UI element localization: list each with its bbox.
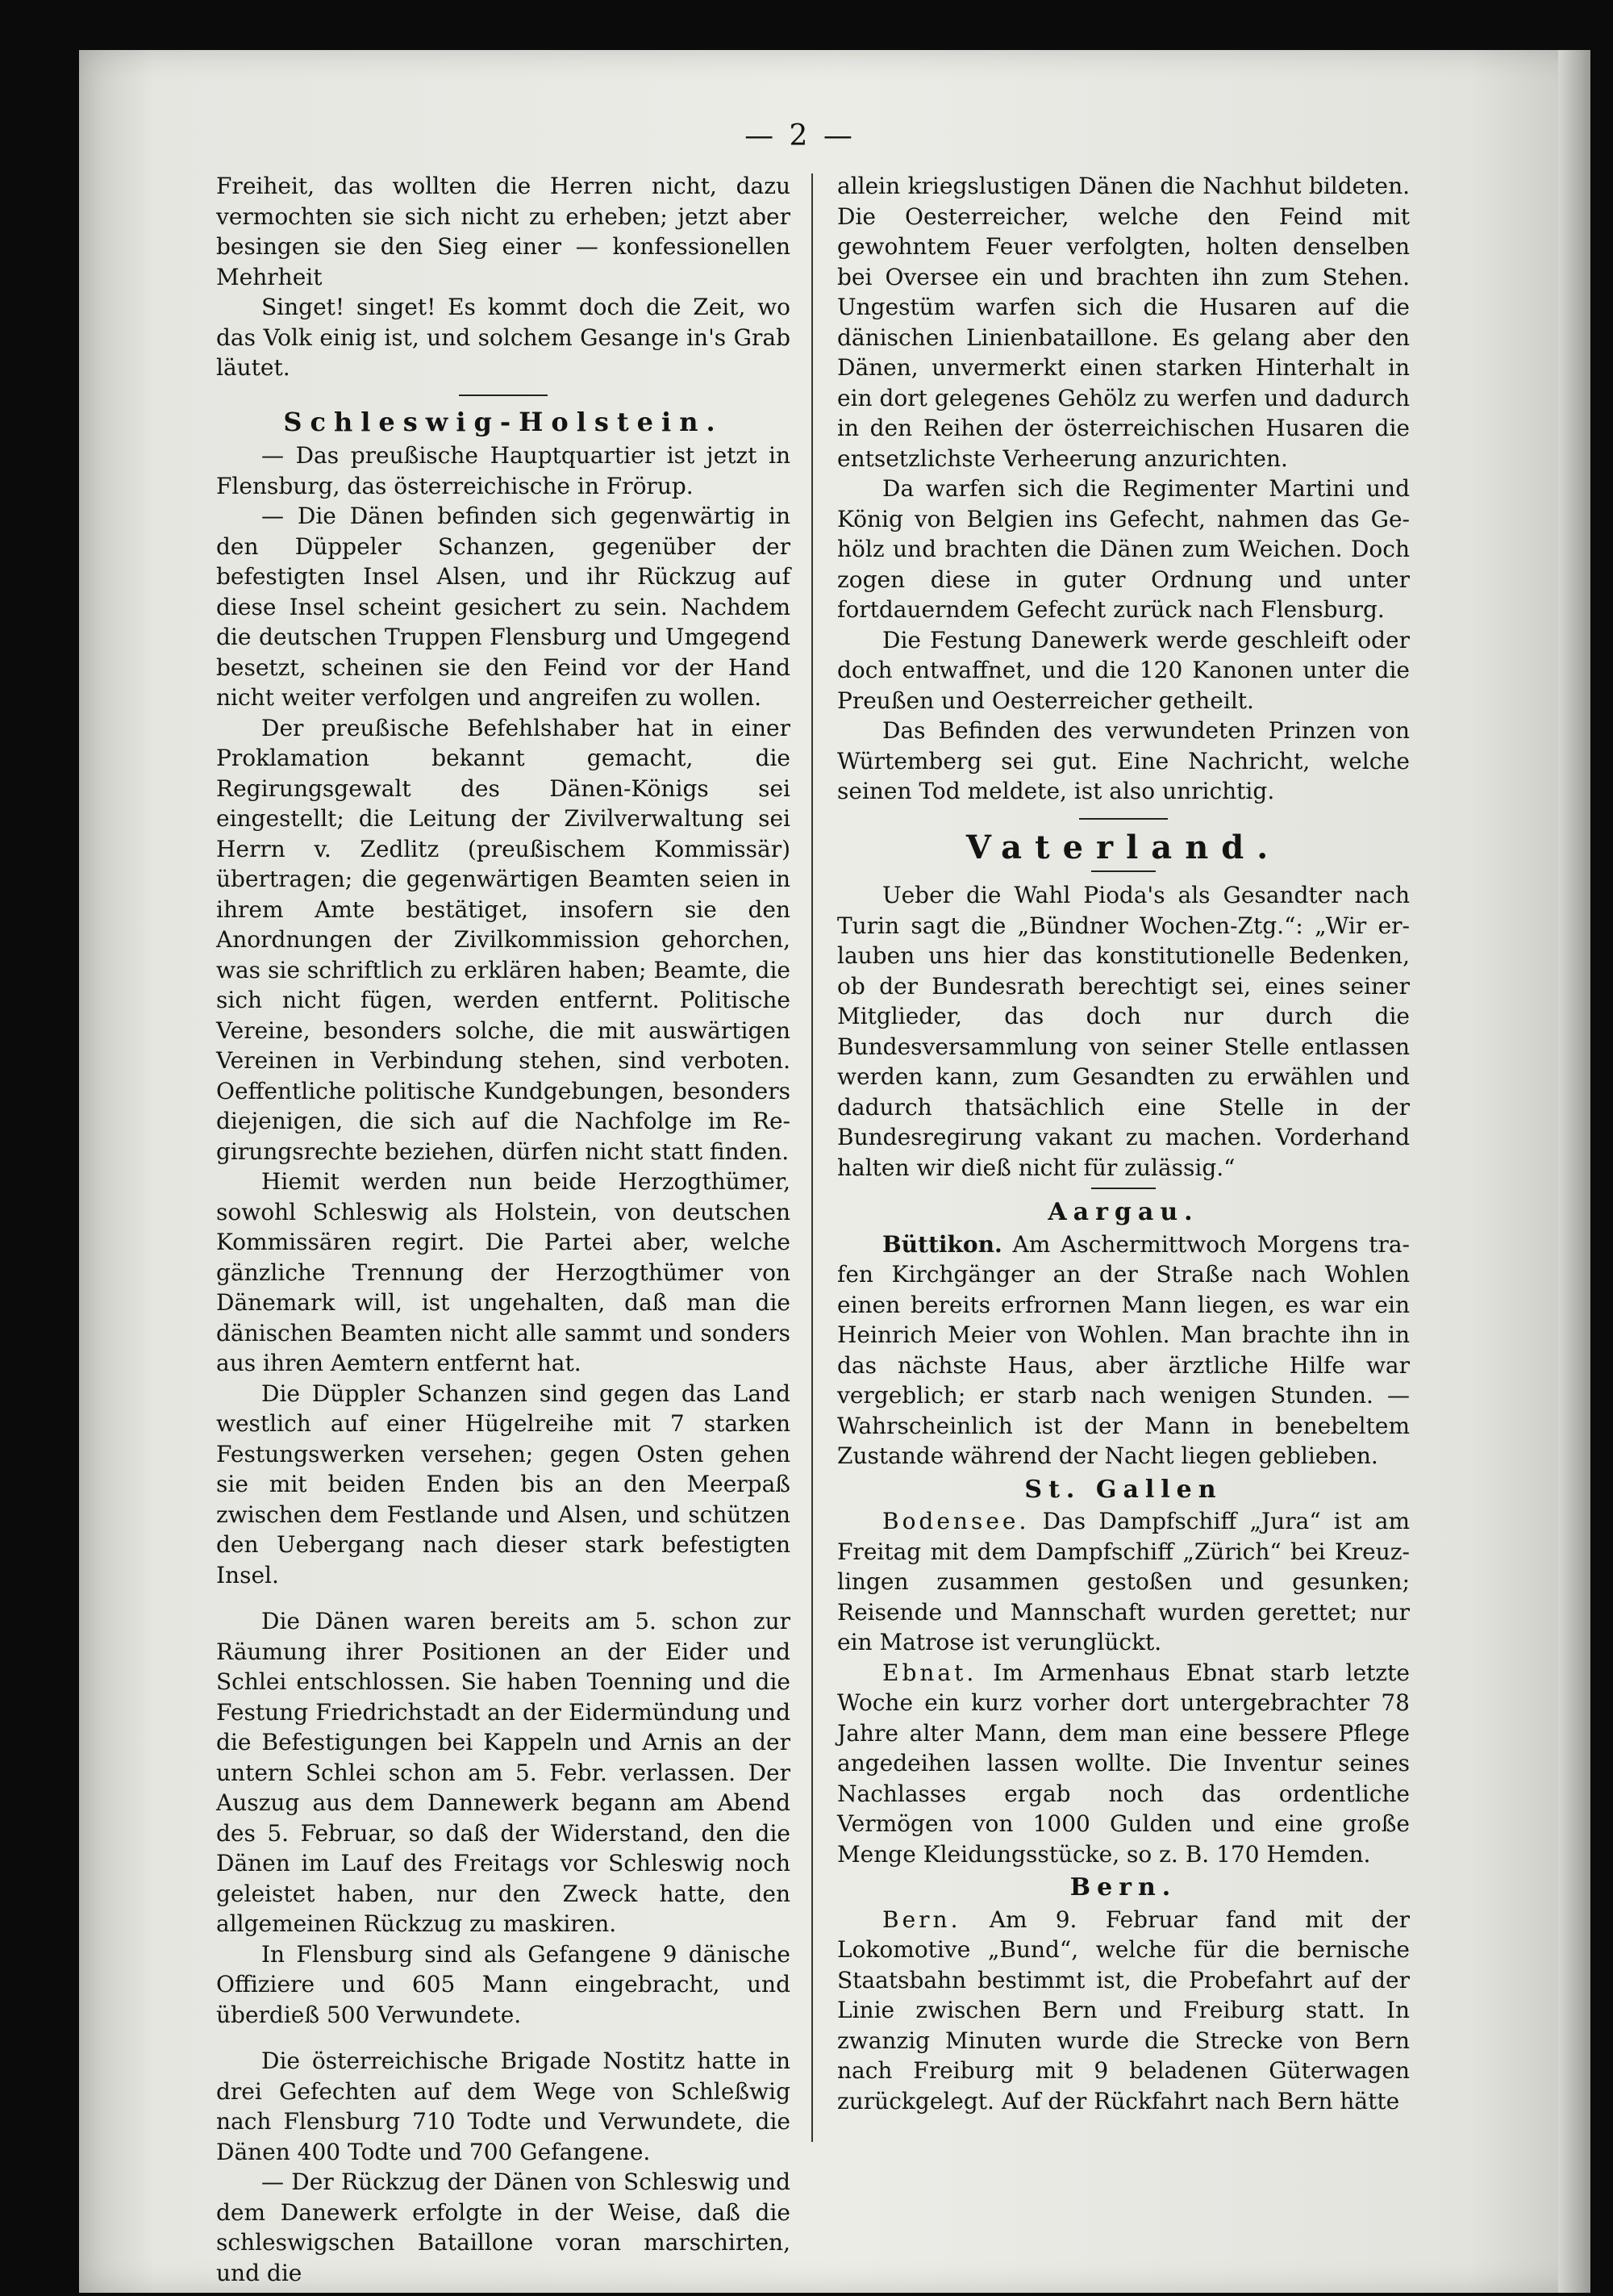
paragraph: In Flensburg sind als Gefangene 9 dänische Offiziere und 605 Mann eingebracht, und überdieß 500 Verwundete. [216,1940,790,2028]
paragraph-text: Das Dampfschiff „Jura“ ist am Freitag mit dem Dampfschiff „Zürich“ bei Kreuzlingen zusammen gestoßen und gesunken; Reisende und Mannschaft wurden gerettet; nur ein Matrose ist verunglückt. [837,1508,1410,1655]
paragraph: — Die Dänen befinden sich gegenwärtig in den Düppeler Schanzen, gegenüber der befestigten Insel Alsen, und ihr Rückzug auf diese Insel scheint gesichert zu sein. Nachdem die deutschen Truppen Flensburg und Umgegend besetzt, scheinen sie den Feind vor der Hand nicht weiter verfolgen und angreifen zu wollen. [216,503,790,711]
paragraph: Der preußische Befehlshaber hat in einer Proklamation bekannt gemacht, die Regirungsgewalt des Dänen-Königs sei eingestellt; die Leitung der Zivilverwaltung sei Herrn v. Zedlitz (preußischem Kommissär) übertragen; die gegenwärtigen Beamten seien in ihrem Amte bestätiget, insofern sie den Anordnungen der Zivilkommission gehorchen, was sie schriftlich zu erklären haben; Beamte, die sich nicht fügen, werden entfernt. Politische Vereine, besonders solche, die mit auswärtigen Vereinen in Verbindung stehen, sind verboten. Oeffentliche politische Kundgebungen, besonders diejenigen, die sich auf die Nachfolge im Regirungsrechte beziehen, dürfen nicht statt finden. [216,714,790,1165]
paragraph: Die Dänen waren bereits am 5. schon zur Räumung ihrer Positionen an der Eider und Schlei entschlossen. Sie haben Toenning und die Festung Friedrichstadt an der Eidermündung und die Befestigungen bei Kappeln und Arnis an der untern Schlei schon am 5. Febr. verlassen. Der Auszug aus dem Dannewerk begann am Abend des 5. Februar, so daß der Widerstand, den die Dänen im Lauf des Freitags vor Schleswig noch geleistet haben, nur den Zweck hatte, den allgemeinen Rückzug zu maskiren. [216,1608,790,1937]
paragraph: Die Düppler Schanzen sind gegen das Land westlich auf einer Hügelreihe mit 7 starken Festungswerken versehen; gegen Osten gehen sie mit beiden Enden bis an den Meerpaß zwischen dem Festlande und Alsen, und schützen den Uebergang nach dieser stark befestigten Insel. [216,1380,790,1588]
section-rule [1091,870,1156,872]
page-number: — 2 — [744,119,856,152]
paragraph: Ueber die Wahl Pioda's als Gesandter nach Turin sagt die „Bündner Wochen-Ztg.“: „Wir erlauben uns hier das konstitutionelle Bedenken, ob der Bundesrath berechtigt sei, eines seiner Mitglieder, das doch nur durch die Bundesversammlung von seiner Stelle entlassen werden kann, zum Gesandten zu erwählen und dadurch thatsächlich eine Stelle in der Bundesregirung vakant zu machen. Vorderhand halten wir dieß nicht für zulässig.“ [837,882,1410,1181]
paragraph: Da warfen sich die Regimenter Martini und König von Belgien ins Gefecht, nahmen das Gehölz und brachten die Dänen zum Weichen. Doch zogen diese in guter Ordnung und unter fortdauerndem Gefecht zurück nach Flensburg. [837,475,1410,623]
paragraph [837,1905,1410,2117]
section-rule [1079,818,1168,820]
paragraph-text: Im Armenhaus Ebnat starb letzte Woche ein kurz vorher dort untergebrachter 78 Jahre alter Mann, dem man eine bessere Pflege angedeihen lassen wollte. Die Inventur seines Nachlasses ergab noch das ordentliche Vermögen von 1000 Gulden und eine große Menge Kleidungsstücke, so z. B. 170 Hemden. [837,1659,1410,1868]
section-heading-bern: Bern. [1069,1873,1177,1902]
paragraph: — Das preußische Hauptquartier ist jetzt in Flensburg, das österreichische in Frörup. [216,442,790,499]
section-heading-aargau: Aargau. [1048,1198,1199,1226]
paragraph-text: Am 9. Februar fand mit der Lokomotive „Bund“, welche für die bernische Staatsbahn bestimmt ist, die Probefahrt auf der Linie zwischen Bern und Freiburg statt. In zwanzig Minuten wurde die Strecke von Bern nach Freiburg mit 9 beladenen Güterwagen zurückgelegt. Auf der Rückfahrt nach Bern hätte [837,1906,1410,2114]
paragraph: Das Befinden des verwundeten Prinzen von Würtemberg sei gut. Eine Nachricht, welche seinen Tod meldete, ist also unrichtig. [837,717,1410,804]
paragraph: allein kriegslustigen Dänen die Nachhut bildeten. Die Oesterreicher, welche den Feind mit gewohntem Feuer verfolgten, holten denselben bei Oversee ein und brachten ihn zum Stehen. Ungestüm warfen sich die Husaren auf die dänischen Linienbataillone. Es gelang aber den Dänen, unvermerkt einen starken Hinterhalt in ein dort gelegenes Gehölz zu werfen und dadurch in den Reihen der österreichischen Husaren die entsetzlichste Verheerung anzurichten. [837,173,1410,472]
column-divider [811,173,813,2142]
paragraph: Die österreichische Brigade Nostitz hatte in drei Gefechten auf dem Wege von Schleßwig nach Flensburg 710 Todte und Verwundete, die Dänen 400 Todte und 700 Gefangene. [216,2048,790,2165]
right-column [837,171,1410,2116]
section-heading-schleswig-holstein: Schleswig-Holstein. [283,406,723,437]
place-name: Ebnat. [882,1659,977,1686]
place-name: Bodensee. [882,1508,1030,1534]
paragraph-text: Am Aschermittwoch Morgens trafen Kirchgänger an der Straße nach Wohlen einen bereits erfrornen Mann liegen, es war ein Heinrich Meier von Wohlen. Man brachte ihn in das nächste Haus, aber ärztliche Hilfe war vergeblich; er starb nach wenigen Stunden. — Wahrscheinlich ist der Mann in benebeltem Zustande während der Nacht liegen geblieben. [837,1230,1410,1469]
paragraph [837,1658,1410,1870]
left-column [216,171,790,2288]
paragraph: Freiheit, das wollten die Herren nicht, dazu vermochten sie sich nicht zu erheben; jetzt aber besingen sie den Sieg einer — konfessionellen Mehrheit [216,173,790,290]
paragraph: — Der Rückzug der Dänen von Schleswig und dem Danewerk erfolgte in der Weise, daß die schleswigschen Bataillone voran marschirten, und die [216,2169,790,2286]
place-name: Bern. [882,1906,961,1933]
paragraph: Hiemit werden nun beide Herzogthümer, sowohl Schleswig als Holstein, von deutschen Kommissären regirt. Die Partei aber, welche gänzliche Trennung der Herzogthümer von Dänemark will, ist ungehalten, daß man die dänischen Beamten nicht alle sammt und sonders aus ihren Aemtern entfernt hat. [216,1168,790,1376]
place-name: Büttikon. [882,1230,1002,1258]
page-edge [1558,50,1590,2293]
paragraph: Die Festung Danewerk werde geschleift oder doch entwaffnet, und die 120 Kanonen unter die Preußen und Oesterreicher getheilt. [837,626,1410,714]
paragraph [837,1229,1410,1472]
section-heading-vaterland: Vaterland. [965,828,1282,866]
section-rule [1091,1188,1156,1189]
section-rule [459,394,548,396]
section-heading-st-gallen: St. Gallen [1024,1475,1223,1504]
paragraph [837,1506,1410,1658]
paragraph: Singet! singet! Es kommt doch die Zeit, wo das Volk einig ist, und solchem Gesange in's Grab läutet. [216,294,790,381]
